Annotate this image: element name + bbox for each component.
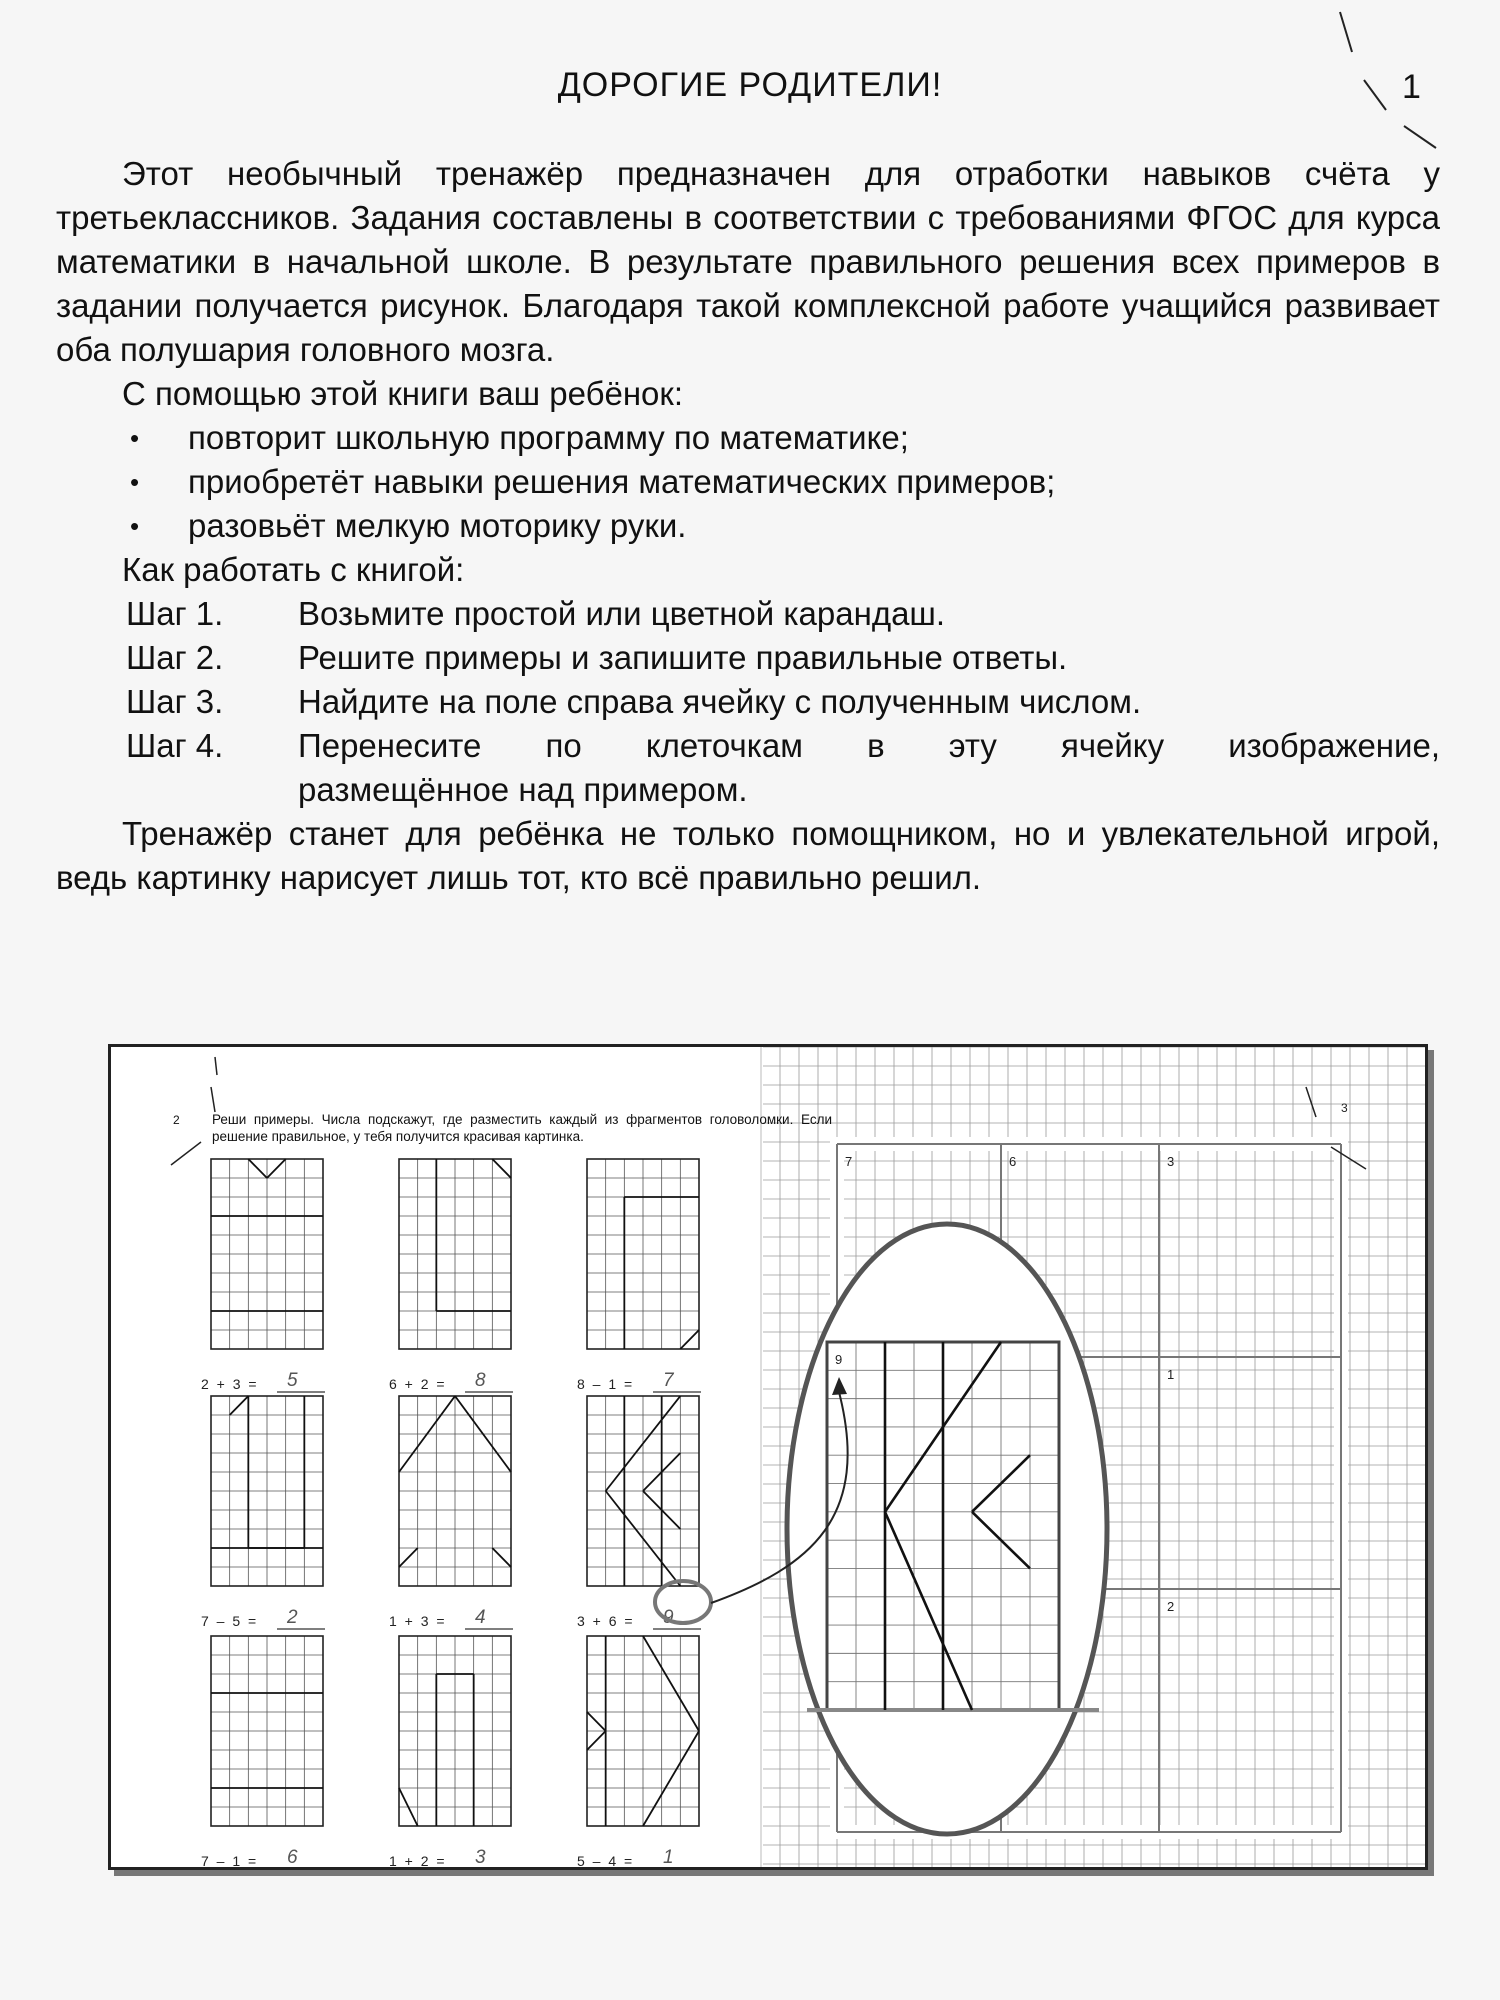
lead-text: С помощью этой книги ваш ребёнок:	[122, 375, 683, 412]
field-cell-number: 2	[1167, 1599, 1175, 1614]
example-answer: 7	[663, 1370, 674, 1391]
field-cell-number: 7	[845, 1154, 853, 1169]
example-expression: 1 + 2 =	[389, 1853, 447, 1867]
step-label: Шаг 1.	[126, 595, 224, 632]
intro-paragraph: Этот необычный тренажёр предназначен для отработки навыков счёта у третьеклассников. Задания составлены в соответствии с требованиями ФГОС для курса математики в начальной школе. В результате правильного решения всех примеров в задании получается рисунок. Благодаря такой комплексной работе учащийся развивает оба полушария головного мозга.	[56, 155, 1440, 368]
cut-mark	[211, 1087, 215, 1112]
example-expression: 3 + 6 =	[577, 1613, 635, 1629]
fragment-stroke	[643, 1731, 699, 1826]
field-cell-number: 6	[1009, 1154, 1017, 1169]
answer-highlight	[655, 1581, 711, 1623]
fragment-stroke	[399, 1548, 418, 1567]
example-answer: 1	[663, 1847, 674, 1867]
intro-text	[56, 152, 1440, 900]
example-answer: 8	[475, 1370, 486, 1391]
step-text-line: Перенесите по клеточкам в эту ячейку изображение,	[298, 727, 1440, 764]
fragment-stroke	[248, 1159, 267, 1178]
example-expression: 2 + 3 =	[201, 1376, 259, 1392]
sample-drawing	[111, 1047, 1425, 1867]
step-text: Найдите на поле справа ячейку с полученным числом.	[298, 683, 1142, 720]
example-expression: 7 – 5 =	[201, 1613, 259, 1629]
example-answer: 4	[475, 1607, 486, 1628]
bullet-item: • приобретёт навыки решения математических примеров;	[56, 460, 1440, 504]
step-label: Шаг 4.	[126, 727, 224, 764]
page-title: ДОРОГИЕ РОДИТЕЛИ!	[557, 66, 943, 104]
cut-mark	[215, 1057, 217, 1075]
bullet-item: • разовьёт мелкую моторику руки.	[56, 504, 1440, 548]
zoom-cell-number: 9	[835, 1352, 843, 1367]
step-3	[56, 680, 1440, 724]
step-2	[56, 636, 1440, 680]
cut-mark	[171, 1142, 201, 1165]
step-text-line: размещённое над примером.	[298, 771, 748, 808]
sample-instruction: Реши примеры. Числа подскажут, где разместить каждый из фрагментов головоломки. Если решение правильное, у тебя получится красивая картинка.	[212, 1112, 832, 1144]
step-4	[56, 724, 1440, 812]
step-text: Решите примеры и запишите правильные ответы.	[298, 639, 1068, 676]
step-text	[298, 724, 1440, 812]
sample-spread	[108, 1044, 1428, 1870]
example-expression: 1 + 3 =	[389, 1613, 447, 1629]
example-answer: 6	[287, 1847, 298, 1867]
example-answer: 3	[475, 1847, 486, 1867]
fragment-stroke	[643, 1636, 699, 1731]
example-answer: 5	[287, 1370, 298, 1391]
page-number: 1	[1402, 68, 1421, 106]
example-expression: 6 + 2 =	[389, 1376, 447, 1392]
step-1	[56, 592, 1440, 636]
fragment-stroke	[492, 1548, 511, 1567]
fragment-stroke	[680, 1330, 699, 1349]
cut-mark	[1306, 1087, 1316, 1117]
sample-left-page-number: 2	[173, 1113, 180, 1127]
how-to-heading: Как работать с книгой:	[122, 551, 465, 588]
example-answer: 2	[287, 1607, 298, 1628]
closing-paragraph: Тренажёр станет для ребёнка не только помощником, но и увлекательной игрой, ведь картинку нарисует лишь тот, кто всё правильно решил.	[56, 815, 1440, 896]
fragment-stroke	[230, 1396, 249, 1415]
fragment-stroke	[587, 1731, 606, 1750]
fragment-stroke	[587, 1712, 606, 1731]
example-expression: 8 – 1 =	[577, 1376, 635, 1392]
example-expression: 7 – 1 =	[201, 1853, 259, 1867]
field-cell-number: 3	[1167, 1154, 1175, 1169]
example-expression: 5 – 4 =	[577, 1853, 635, 1867]
step-label: Шаг 2.	[126, 639, 224, 676]
field-cell-number: 1	[1167, 1367, 1175, 1382]
step-text: Возьмите простой или цветной карандаш.	[298, 595, 946, 632]
fragment-stroke	[267, 1159, 286, 1178]
bullet-item: • повторит школьную программу по математике;	[56, 416, 1440, 460]
example-answer: 9	[663, 1607, 674, 1628]
fragment-stroke	[492, 1159, 511, 1178]
step-label: Шаг 3.	[126, 683, 224, 720]
sample-right-page-number: 3	[1341, 1101, 1348, 1115]
